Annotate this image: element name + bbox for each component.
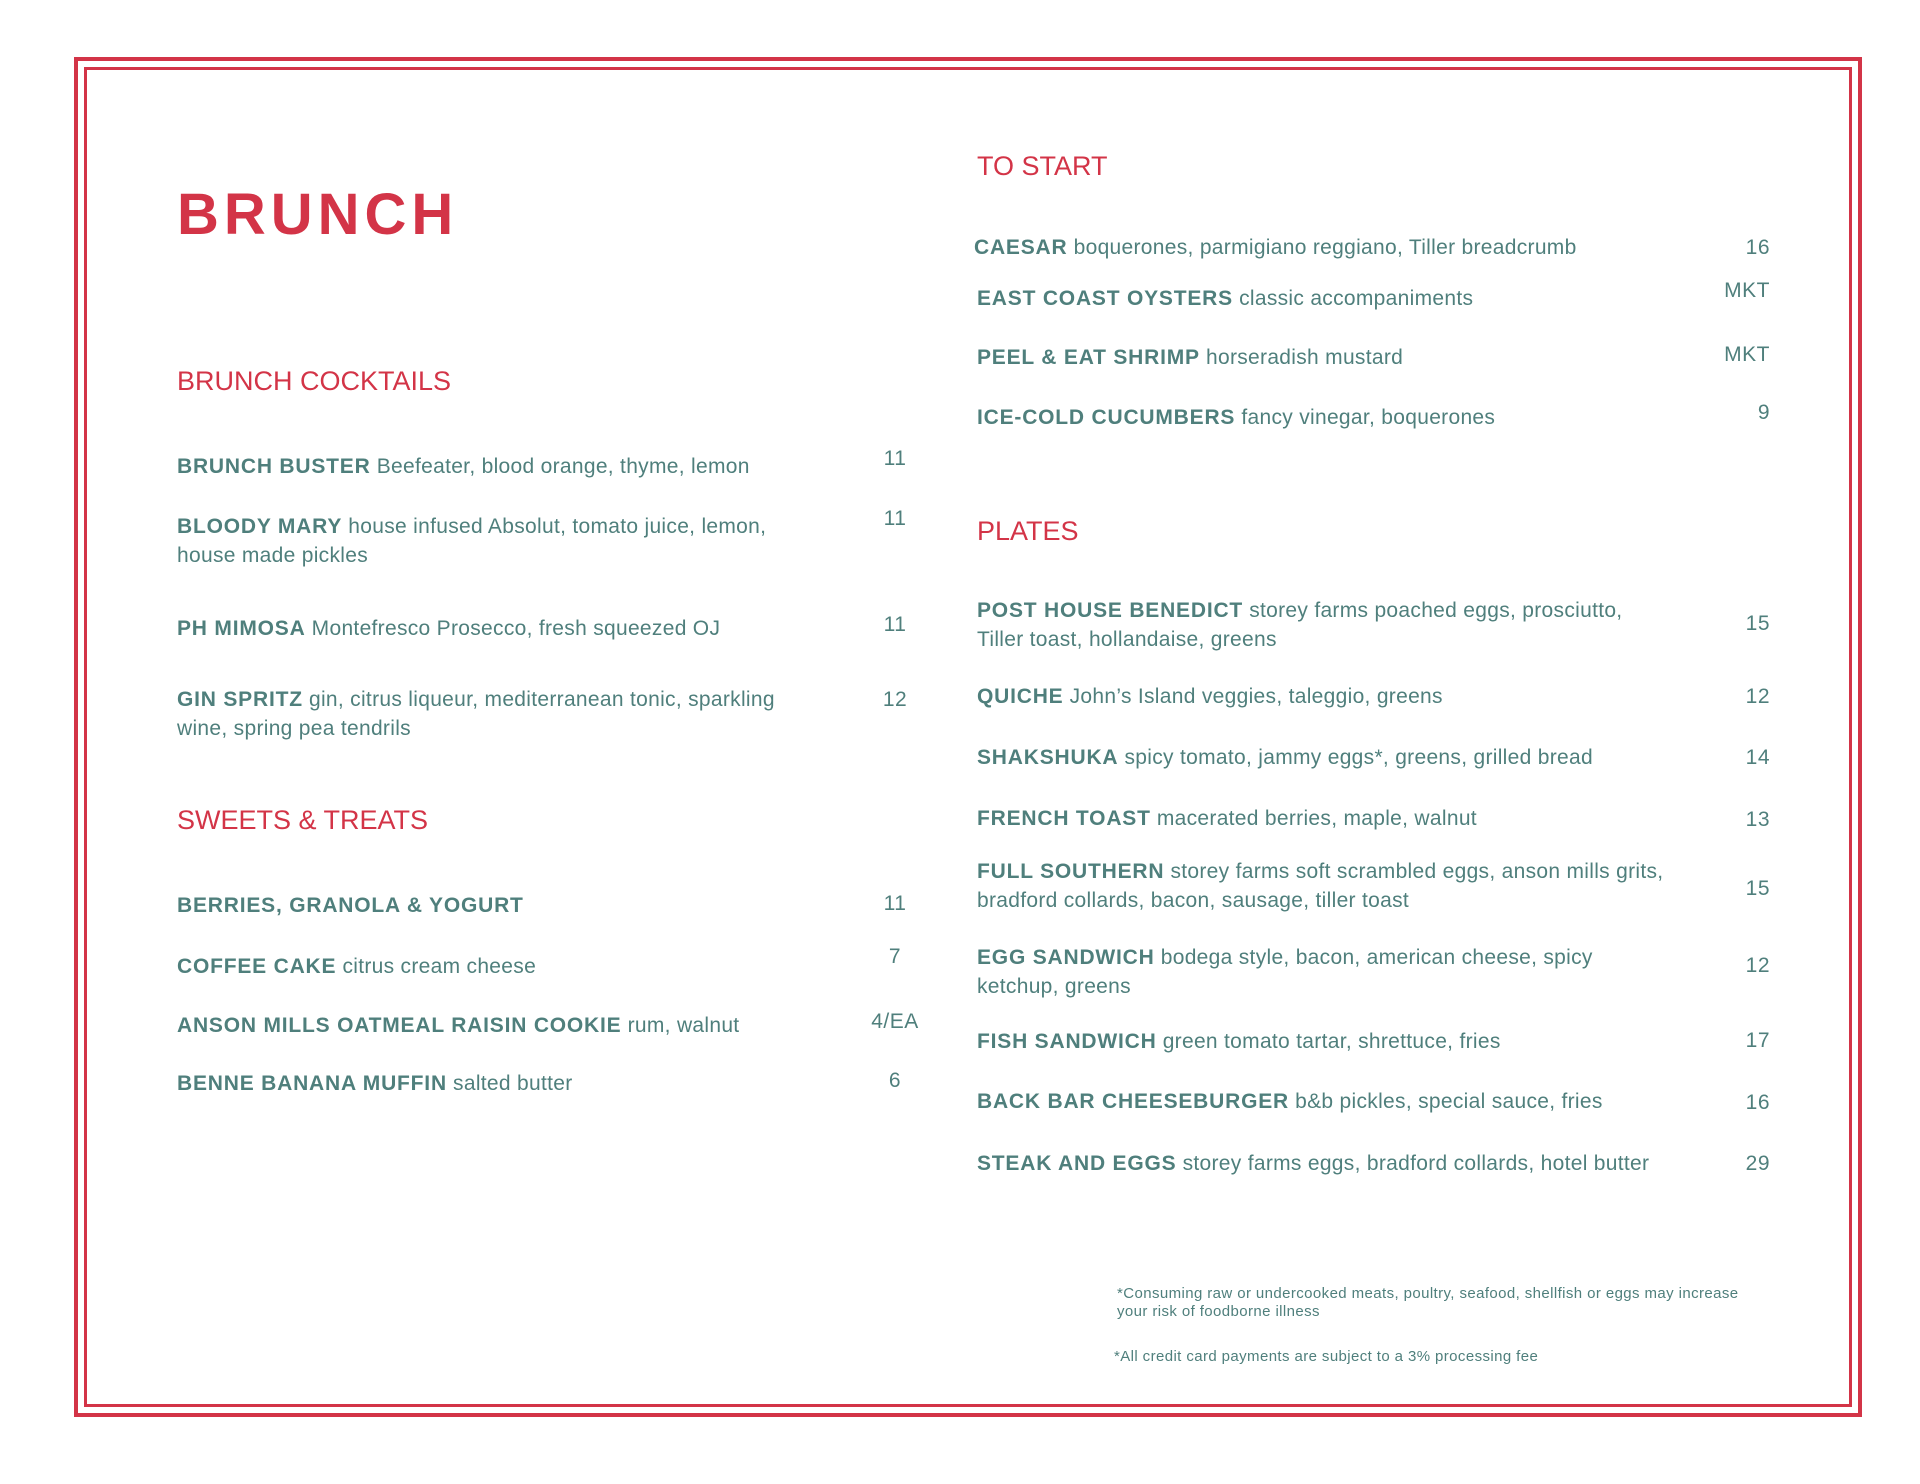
item-description: house infused Absolut, tomato juice, lemon, house made pickles	[177, 515, 767, 567]
item-name: PEEL & EAT SHRIMP	[977, 346, 1200, 369]
item-price: 16	[1745, 236, 1770, 259]
menu-title: BRUNCH	[177, 182, 459, 247]
menu-item	[977, 743, 1697, 772]
item-price: 11	[883, 892, 907, 915]
item-name: BLOODY MARY	[177, 515, 343, 538]
item-price: 12	[1745, 954, 1770, 977]
section-heading-cocktails: BRUNCH COCKTAILS	[177, 366, 452, 396]
item-name: EGG SANDWICH	[977, 946, 1155, 969]
item-description: bodega style, bacon, american cheese, spicy ketchup, greens	[977, 946, 1593, 998]
item-name: BACK BAR CHEESEBURGER	[977, 1090, 1289, 1113]
item-name: QUICHE	[977, 685, 1064, 708]
item-description: boquerones, parmigiano reggiano, Tiller breadcrumb	[1067, 236, 1577, 259]
section-heading-sweets: SWEETS & TREATS	[177, 805, 429, 835]
item-price: 6	[888, 1069, 902, 1092]
item-description: green tomato tartar, shrettuce, fries	[1156, 1030, 1501, 1053]
item-description: b&b pickles, special sauce, fries	[1289, 1090, 1603, 1113]
item-name: PH MIMOSA	[177, 617, 306, 640]
item-name: STEAK AND EGGS	[977, 1152, 1177, 1175]
item-price: 11	[883, 447, 907, 470]
item-price: 11	[883, 507, 907, 530]
item-name: ANSON MILLS OATMEAL RAISIN COOKIE	[177, 1014, 622, 1037]
item-name: BENNE BANANA MUFFIN	[177, 1072, 447, 1095]
item-price: 15	[1745, 612, 1770, 635]
item-description: fancy vinegar, boquerones	[1235, 406, 1496, 429]
item-name: POST HOUSE BENEDICT	[977, 599, 1244, 622]
item-name: GIN SPRITZ	[177, 688, 303, 711]
menu-item	[177, 1011, 817, 1040]
section-heading-to-start: TO START	[977, 151, 1108, 181]
item-price: 15	[1745, 877, 1770, 900]
item-price: 4/EA	[871, 1010, 919, 1033]
item-description: Montefresco Prosecco, fresh squeezed OJ	[305, 617, 721, 640]
item-description: Beefeater, blood orange, thyme, lemon	[370, 455, 750, 478]
item-name: FULL SOUTHERN	[977, 860, 1165, 883]
menu-item	[977, 596, 1667, 654]
menu-item	[177, 1069, 817, 1098]
menu-item	[977, 1087, 1697, 1116]
menu-item	[177, 452, 817, 481]
item-price: MKT	[1724, 343, 1770, 366]
item-name: EAST COAST OYSTERS	[977, 287, 1233, 310]
item-description: classic accompaniments	[1232, 287, 1474, 310]
item-name: BRUNCH BUSTER	[177, 455, 371, 478]
item-price: 29	[1745, 1152, 1770, 1175]
item-description: rum, walnut	[621, 1014, 740, 1037]
item-name: SHAKSHUKA	[977, 746, 1119, 769]
item-description: storey farms soft scrambled eggs, anson mills grits, bradford collards, bacon, sausage, tiller toast	[977, 860, 1664, 912]
item-price: 7	[888, 945, 902, 968]
item-price: 14	[1745, 746, 1770, 769]
item-name: CAESAR	[974, 236, 1068, 259]
menu-item	[974, 233, 1694, 262]
menu-item	[977, 343, 1697, 372]
item-price: 9	[1757, 401, 1770, 424]
menu-item	[977, 857, 1667, 915]
item-price: 13	[1745, 808, 1770, 831]
menu-item	[977, 284, 1697, 313]
menu-item	[977, 804, 1697, 833]
menu-item	[977, 943, 1617, 1001]
item-name: BERRIES, GRANOLA & YOGURT	[177, 894, 524, 917]
item-name: FISH SANDWICH	[977, 1030, 1157, 1053]
menu-item	[977, 403, 1697, 432]
item-price: 17	[1745, 1029, 1770, 1052]
item-price: 12	[882, 688, 908, 711]
section-heading-plates: PLATES	[977, 516, 1079, 546]
menu-item	[177, 685, 817, 743]
item-description: salted butter	[446, 1072, 573, 1095]
menu-item	[977, 1149, 1697, 1178]
item-price: 11	[883, 613, 907, 636]
menu-item	[977, 1027, 1697, 1056]
item-price: 12	[1745, 685, 1770, 708]
item-description: storey farms eggs, bradford collards, hotel butter	[1176, 1152, 1650, 1175]
menu-item	[177, 891, 817, 920]
item-description: John’s Island veggies, taleggio, greens	[1063, 685, 1443, 708]
item-name: ICE-COLD CUCUMBERS	[977, 406, 1236, 429]
item-name: COFFEE CAKE	[177, 955, 337, 978]
menu-item	[977, 682, 1697, 711]
item-price: MKT	[1724, 279, 1770, 302]
raw-food-disclaimer: *Consuming raw or undercooked meats, poultry, seafood, shellfish or eggs may increase your risk of foodborne illness	[1117, 1285, 1739, 1320]
card-fee-disclaimer: *All credit card payments are subject to a 3% processing fee	[1114, 1348, 1539, 1365]
item-price: 16	[1745, 1091, 1770, 1114]
item-description: storey farms poached eggs, prosciutto, Tiller toast, hollandaise, greens	[977, 599, 1623, 651]
item-description: macerated berries, maple, walnut	[1150, 807, 1477, 830]
item-description: horseradish mustard	[1199, 346, 1404, 369]
menu-item	[177, 614, 817, 643]
item-description: spicy tomato, jammy eggs*, greens, grilled bread	[1118, 746, 1593, 769]
item-description: citrus cream cheese	[336, 955, 537, 978]
menu-item	[177, 952, 817, 981]
menu-item	[177, 512, 817, 570]
item-name: FRENCH TOAST	[977, 807, 1151, 830]
item-description: gin, citrus liqueur, mediterranean tonic, sparkling wine, spring pea tendrils	[177, 688, 775, 740]
